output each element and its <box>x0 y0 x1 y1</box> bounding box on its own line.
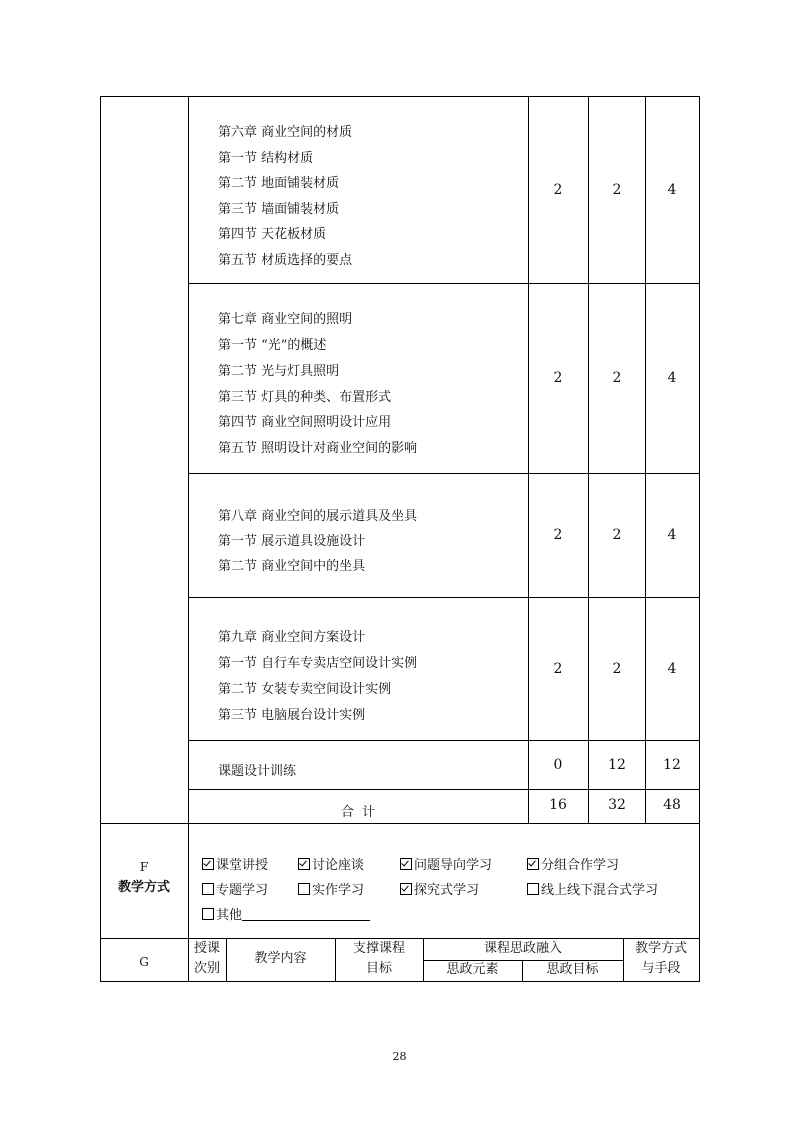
hours-value: 2 <box>612 182 622 198</box>
hours-value: 2 <box>612 527 622 543</box>
checkbox-empty-icon[interactable] <box>298 883 310 895</box>
section-line: 第三节 灯具的种类、布置形式 <box>218 390 392 405</box>
section-letter: F <box>139 860 149 874</box>
section-line: 第四节 商业空间照明设计应用 <box>218 415 392 430</box>
column-header: 支撑课程 <box>352 941 405 956</box>
hours-value: 12 <box>608 757 626 773</box>
column-header: 教学内容 <box>254 951 307 966</box>
section-line: 第五节 照明设计对商业空间的影响 <box>218 441 418 456</box>
section-title: 教学方式 <box>117 880 170 895</box>
total-value: 32 <box>608 797 626 813</box>
hours-value: 2 <box>612 370 622 386</box>
section-letter: G <box>139 955 149 969</box>
chapter-title: 第六章 商业空间的材质 <box>218 125 353 140</box>
section-line: 第一节 自行车专卖店空间设计实例 <box>218 656 418 671</box>
hours-value: 2 <box>553 370 563 386</box>
column-header: 课程思政融入 <box>483 941 562 956</box>
method-option[interactable]: 讨论座谈 <box>298 854 364 873</box>
hours-value: 4 <box>667 527 677 543</box>
checkbox-empty-icon[interactable] <box>202 883 214 895</box>
total-value: 48 <box>663 797 681 813</box>
section-line: 第一节 展示道具设施设计 <box>218 534 366 549</box>
sub-column-header: 思政元素 <box>446 962 499 977</box>
total-label: 合 计 <box>340 805 376 820</box>
section-line: 第三节 电脑展台设计实例 <box>218 708 366 723</box>
checkbox-checked-icon[interactable] <box>298 858 310 870</box>
checkbox-checked-icon[interactable] <box>527 858 539 870</box>
hours-value: 4 <box>667 370 677 386</box>
section-line: 第二节 商业空间中的坐具 <box>218 559 366 574</box>
section-line: 第二节 地面铺装材质 <box>218 176 340 191</box>
method-option[interactable]: 实作学习 <box>298 879 364 898</box>
column-header: 教学方式 <box>634 941 687 956</box>
hours-value: 0 <box>553 757 563 773</box>
hours-value: 12 <box>663 757 681 773</box>
section-line: 第二节 女装专卖空间设计实例 <box>218 682 392 697</box>
section-line: 第三节 墙面铺装材质 <box>218 202 340 217</box>
total-value: 16 <box>549 797 567 813</box>
section-line: 第四节 天花板材质 <box>218 227 327 242</box>
checkbox-empty-icon[interactable] <box>527 883 539 895</box>
method-option[interactable]: 分组合作学习 <box>527 854 619 873</box>
method-option[interactable]: 线上线下混合式学习 <box>527 879 658 898</box>
column-header: 次别 <box>193 961 220 976</box>
column-header: 目标 <box>365 961 392 976</box>
hours-value: 2 <box>553 661 563 677</box>
hours-value: 2 <box>612 661 622 677</box>
hours-value: 2 <box>553 182 563 198</box>
checkbox-checked-icon[interactable] <box>400 883 412 895</box>
column-header: 与手段 <box>641 961 681 976</box>
chapter-title: 第八章 商业空间的展示道具及坐具 <box>218 509 418 524</box>
section-line: 第五节 材质选择的要点 <box>218 253 353 268</box>
section-line: 第一节 “光”的概述 <box>218 338 327 353</box>
page-number: 28 <box>392 1050 407 1063</box>
chapter-title: 第九章 商业空间方案设计 <box>218 630 366 645</box>
hours-value: 4 <box>667 661 677 677</box>
checkbox-empty-icon[interactable] <box>202 908 214 920</box>
method-option[interactable]: 课堂讲授 <box>202 854 268 873</box>
sub-column-header: 思政目标 <box>546 962 599 977</box>
hours-value: 2 <box>553 527 563 543</box>
training-label: 课题设计训练 <box>218 764 297 779</box>
method-option[interactable]: 专题学习 <box>202 879 268 898</box>
checkbox-checked-icon[interactable] <box>400 858 412 870</box>
section-line: 第一节 结构材质 <box>218 151 314 166</box>
method-option[interactable]: 问题导向学习 <box>400 854 492 873</box>
column-header: 授课 <box>193 941 220 956</box>
checkbox-checked-icon[interactable] <box>202 858 214 870</box>
section-line: 第二节 光与灯具照明 <box>218 364 340 379</box>
method-option[interactable]: 探究式学习 <box>400 879 479 898</box>
chapter-title: 第七章 商业空间的照明 <box>218 312 353 327</box>
hours-value: 4 <box>667 182 677 198</box>
method-option-other[interactable]: 其他 <box>202 904 370 923</box>
other-blank-line[interactable] <box>242 907 370 921</box>
